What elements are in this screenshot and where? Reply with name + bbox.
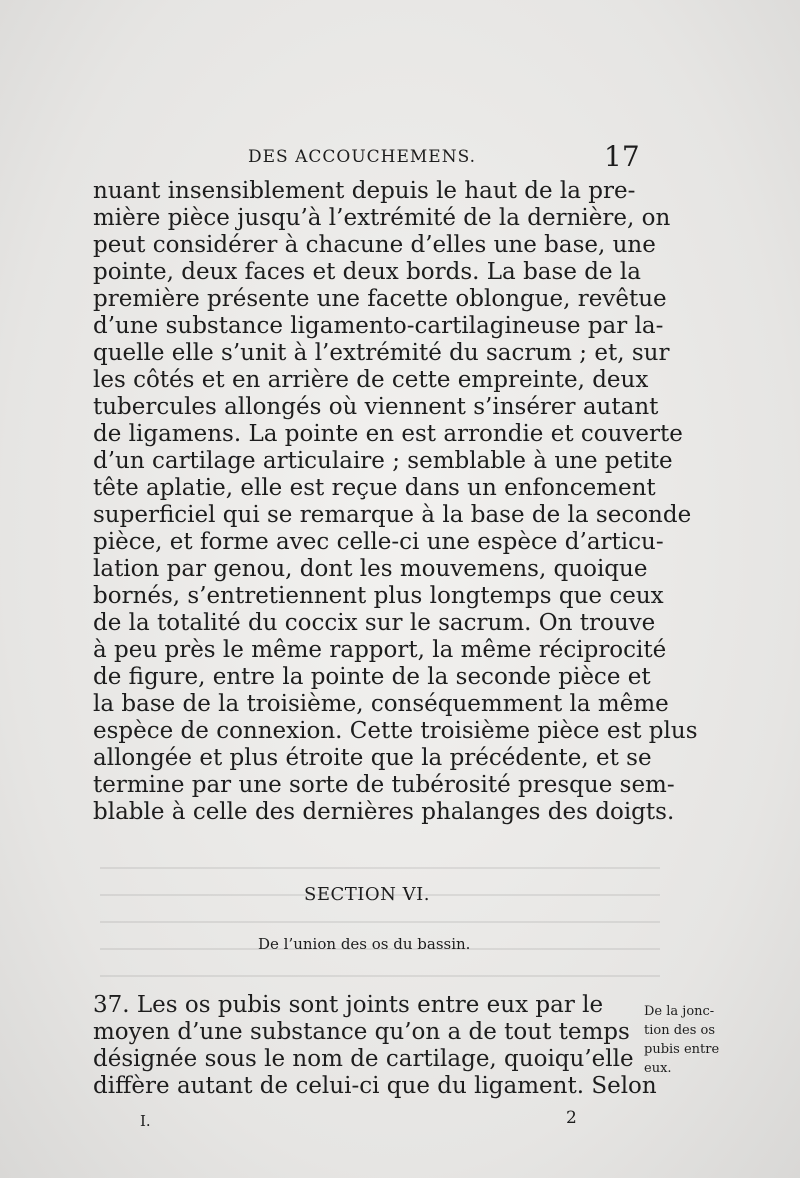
text-line: nuant insensiblement depuis le haut de la pre- (93, 178, 636, 204)
text-line: diffère autant de celui-ci que du ligament. Selon (93, 1073, 657, 1099)
margin-note-line: pubis entre (644, 1042, 720, 1057)
text-line: tête aplatie, elle est reçue dans un enfoncement (93, 475, 656, 501)
text-line: tubercules allongés où viennent s’insérer autant (93, 394, 659, 420)
text-line: d’une substance ligamento-cartilagineuse par la- (93, 313, 664, 339)
text-line: quelle elle s’unit à l’extrémité du sacrum ; et, sur (93, 340, 670, 366)
text-line: termine par une sorte de tubérosité presque sem- (93, 772, 675, 798)
text-line: d’un cartilage articulaire ; semblable à une petite (93, 448, 673, 474)
text-line: espèce de connexion. Cette troisième pièce est plus (93, 718, 698, 744)
text-line: de ligamens. La pointe en est arrondie et couverte (93, 421, 683, 447)
page-number: 17 (604, 140, 640, 173)
text-line: les côtés et en arrière de cette empreinte, deux (93, 367, 649, 393)
text-line: à peu près le même rapport, la même réciprocité (93, 637, 667, 663)
text-line: de figure, entre la pointe de la seconde pièce et (93, 664, 651, 690)
body-paragraph (93, 178, 698, 826)
text-line: pièce, et forme avec celle-ci une espèce d’articu- (93, 529, 664, 555)
text-line: bornés, s’entretiennent plus longtemps que ceux (93, 583, 664, 609)
text-line: la base de la troisième, conséquemment la même (93, 691, 669, 717)
text-line: première présente une facette oblongue, revêtue (93, 286, 667, 312)
bleed-through-text (100, 858, 660, 978)
margin-note-line: tion des os (644, 1023, 716, 1038)
margin-note-line: eux. (644, 1061, 672, 1076)
text-line: de la totalité du coccix sur le sacrum. On trouve (93, 610, 656, 636)
text-line: 37. Les os pubis sont joints entre eux par le (93, 992, 604, 1018)
text-line: peut considérer à chacune d’elles une base, une (93, 232, 656, 258)
text-line: allongée et plus étroite que la précédente, et se (93, 745, 652, 771)
paragraph-37 (93, 992, 657, 1100)
margin-note-line: De la jonc- (644, 1004, 715, 1019)
text-line: lation par genou, dont les mouvemens, quoique (93, 556, 648, 582)
running-header: DES ACCOUCHEMENS. (248, 147, 477, 167)
text-line: mière pièce jusqu’à l’extrémité de la dernière, on (93, 205, 671, 231)
text-line: superficiel qui se remarque à la base de la seconde (93, 502, 692, 528)
text-line: désignée sous le nom de cartilage, quoiqu’elle (93, 1046, 634, 1072)
section-subtitle: De l’union des os du bassin. (258, 935, 471, 953)
text-line: blable à celle des dernières phalanges des doigts. (93, 799, 675, 825)
section-heading: SECTION VI. (304, 884, 430, 905)
signature-mark: I. (140, 1112, 151, 1130)
text-line: pointe, deux faces et deux bords. La base de la (93, 259, 641, 285)
signature-number: 2 (566, 1108, 577, 1128)
text-line: moyen d’une substance qu’on a de tout temps (93, 1019, 630, 1045)
margin-note (644, 1002, 756, 1078)
